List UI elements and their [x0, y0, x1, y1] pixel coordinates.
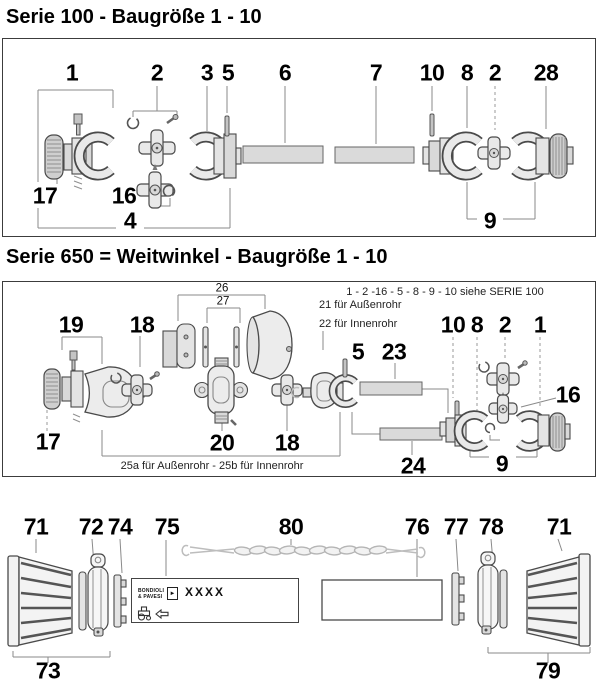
brand-box-icon: ►	[167, 587, 178, 600]
part-label-8: 8	[460, 59, 474, 86]
serie-650-title: Serie 650 = Weitwinkel - Baugröße 1 - 10	[6, 246, 388, 268]
part-76-blank-decal	[322, 580, 442, 620]
part-label-79: 79	[535, 657, 561, 684]
part-label-73: 73	[35, 657, 61, 684]
part-74-retainer-strip-left	[114, 575, 126, 627]
part-label-24: 24	[400, 452, 426, 479]
part-label-5-650: 5	[351, 338, 365, 365]
part-label-27: 27	[216, 295, 230, 308]
serie-100-frame	[2, 38, 596, 237]
decal-brand-text	[138, 588, 164, 600]
part-78-bearing-ring-right	[478, 552, 507, 634]
note-25-rohr: 25a für Außenrohr - 25b für Innenrohr	[120, 460, 304, 472]
part-label-9-650: 9	[495, 450, 509, 477]
arrow-left-icon	[156, 610, 168, 618]
part-label-2-650: 2	[498, 311, 512, 338]
part-72-bearing-ring	[79, 554, 108, 636]
part-label-17: 17	[32, 182, 58, 209]
part-label-9: 9	[483, 207, 497, 234]
part-label-5: 5	[221, 59, 235, 86]
part-label-76: 76	[404, 513, 430, 540]
part-71-guard-cone-left	[8, 556, 72, 646]
decal-brand-line2: & PAVESI	[138, 594, 163, 600]
part-label-10-650: 10	[440, 311, 466, 338]
part-71-guard-cone-right	[527, 554, 590, 646]
part-label-20: 20	[209, 429, 235, 456]
part-label-19: 19	[58, 311, 84, 338]
part-label-16: 16	[111, 182, 137, 209]
part-label-23: 23	[381, 338, 407, 365]
part-label-2b: 2	[488, 59, 502, 86]
decal-brand-line1: BONDIOLI	[138, 588, 165, 594]
part-label-71b: 71	[546, 513, 572, 540]
part-label-3: 3	[200, 59, 214, 86]
serie-100-title: Serie 100 - Baugröße 1 - 10	[6, 6, 262, 28]
part-label-7: 7	[369, 59, 383, 86]
part-label-77: 77	[443, 513, 469, 540]
note-21-aussenrohr: 21 für Außenrohr	[319, 299, 402, 311]
part-label-26: 26	[215, 282, 229, 295]
part-label-78: 78	[478, 513, 504, 540]
part-label-8-650: 8	[470, 311, 484, 338]
decal-code-text: XXXX	[185, 585, 226, 599]
part-label-75: 75	[154, 513, 180, 540]
part-label-74: 74	[107, 513, 133, 540]
part-label-71a: 71	[23, 513, 49, 540]
part-label-10: 10	[419, 59, 445, 86]
part-label-18a: 18	[129, 311, 155, 338]
part-label-6: 6	[278, 59, 292, 86]
part-label-80: 80	[278, 513, 304, 540]
part-label-17-650: 17	[35, 428, 61, 455]
tractor-icon	[139, 607, 151, 620]
part-label-2: 2	[150, 59, 164, 86]
part-75-warning-decal	[131, 578, 299, 623]
part-label-1: 1	[65, 59, 79, 86]
part-label-72: 72	[78, 513, 104, 540]
note-22-innenrohr: 22 für Innenrohr	[319, 318, 398, 330]
part-label-1-650: 1	[533, 311, 547, 338]
part-label-18b: 18	[274, 429, 300, 456]
part-label-4: 4	[123, 207, 137, 234]
part-label-16-650: 16	[555, 381, 581, 408]
part-80-safety-chain	[182, 545, 425, 557]
part-label-28: 28	[533, 59, 559, 86]
note-siehe-serie-100: 1 - 2 -16 - 5 - 8 - 9 - 10 siehe SERIE 100	[346, 286, 544, 298]
part-77-retainer-strip-right	[452, 573, 464, 625]
decal-pictogram-row	[137, 605, 177, 621]
